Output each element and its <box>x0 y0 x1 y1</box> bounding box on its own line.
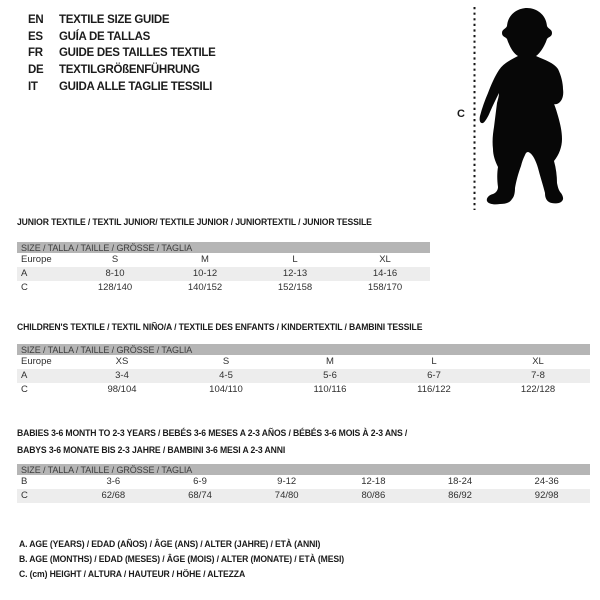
table-cell: L <box>431 356 437 368</box>
table-title <box>17 426 533 459</box>
table-cell: 110/116 <box>313 383 347 395</box>
language-row <box>28 29 216 46</box>
table-size-header: SIZE / TALLA / TAILLE / GRÖSSE / TAGLIA <box>17 464 590 475</box>
table-title-line: BABIES 3-6 MONTH TO 2-3 YEARS / BEBÉS 3-6 MESES A 2-3 AÑOS / BÉBÉS 3-6 MOIS À 2-3 ANS / <box>17 428 408 439</box>
table-cell: 4-5 <box>219 370 233 382</box>
table-title-line: JUNIOR TEXTILE / TEXTIL JUNIOR/ TEXTILE JUNIOR / JUNIORTEXTIL / JUNIOR TESSILE <box>17 217 372 228</box>
table-cell: 14-16 <box>372 268 398 280</box>
table-row <box>17 383 590 397</box>
row-cells <box>70 254 430 265</box>
table-rows <box>17 475 590 503</box>
size-table <box>17 426 590 503</box>
table-cell: 128/140 <box>97 281 133 293</box>
row-cells <box>70 370 590 381</box>
table-cell: M <box>201 254 209 266</box>
table-title-line: BABYS 3-6 MONATE BIS 2-3 JAHRE / BAMBINI 3-6 MESI A 2-3 ANNI <box>17 444 286 456</box>
language-code: EN <box>28 14 44 27</box>
table-cell: 68/74 <box>188 490 212 502</box>
row-label: Europe <box>21 254 52 266</box>
footnote: C. (cm) HEIGHT / ALTURA / HAUTEUR / HÖHE / ALTEZZA <box>19 569 246 581</box>
language-title: GUIDE DES TAILLES TEXTILE <box>59 47 216 60</box>
table-size-header: SIZE / TALLA / TAILLE / GRÖSSE / TAGLIA <box>17 242 430 253</box>
table-cell: 122/128 <box>520 383 556 395</box>
row-cells <box>70 282 430 293</box>
row-cells <box>70 356 590 367</box>
footnote: B. AGE (MONTHS) / EDAD (MESES) / ÂGE (MOIS) / ALTER (MONATE) / ETÀ (MESI) <box>19 554 344 566</box>
table-cell: 12-18 <box>361 476 386 488</box>
size-table <box>17 217 430 294</box>
table-cell: 18-24 <box>447 476 473 488</box>
language-code: ES <box>28 30 43 43</box>
table-row <box>17 489 590 503</box>
language-code: FR <box>28 47 43 60</box>
table-row <box>17 281 430 295</box>
row-cells <box>70 490 590 501</box>
table-cell: 74/80 <box>274 490 299 502</box>
table-cell: L <box>292 254 298 266</box>
table-cell: XL <box>532 356 544 368</box>
table-rows <box>17 253 430 294</box>
table-row <box>17 355 590 369</box>
table-row <box>17 253 430 267</box>
row-cells <box>70 268 430 279</box>
table-cell: 5-6 <box>323 370 337 382</box>
table-cell: 116/122 <box>417 383 451 395</box>
row-label: C <box>21 281 28 293</box>
language-title: GUIDA ALLE TAGLIE TESSILI <box>59 80 213 93</box>
table-cell: 104/110 <box>209 383 243 395</box>
table-row <box>17 369 590 383</box>
table-cell: XL <box>379 254 391 266</box>
language-title: TEXTILGRÖßENFÜHRUNG <box>59 64 200 77</box>
row-cells <box>70 476 590 487</box>
table-cell: 9-12 <box>277 476 297 488</box>
table-cell: 158/170 <box>367 281 403 293</box>
language-row <box>28 62 216 79</box>
table-cell: 98/104 <box>107 383 137 395</box>
language-title: TEXTILE SIZE GUIDE <box>59 14 170 27</box>
language-code: DE <box>28 64 44 77</box>
table-row <box>17 475 590 489</box>
footnote: A. AGE (YEARS) / EDAD (AÑOS) / ÂGE (ANS) / ALTER (JAHRE) / ETÀ (ANNI) <box>19 539 321 550</box>
row-label: B <box>21 476 28 488</box>
row-label: A <box>21 370 28 382</box>
table-rows <box>17 355 590 396</box>
height-measure-figure <box>455 4 600 216</box>
table-row <box>17 267 430 281</box>
language-row <box>28 45 216 62</box>
table-cell: 6-9 <box>193 476 207 488</box>
table-cell: 10-12 <box>192 268 218 280</box>
table-cell: 7-8 <box>531 370 545 382</box>
table-cell: 3-4 <box>115 370 129 382</box>
language-code: IT <box>28 80 38 93</box>
table-size-header: SIZE / TALLA / TAILLE / GRÖSSE / TAGLIA <box>17 344 590 355</box>
table-cell: 12-13 <box>282 268 308 280</box>
table-title <box>17 322 533 334</box>
row-label: C <box>21 490 28 502</box>
table-cell: 62/68 <box>101 490 126 502</box>
toddler-silhouette-icon <box>480 8 564 204</box>
row-label: Europe <box>21 356 52 368</box>
table-cell: 152/158 <box>277 281 313 293</box>
table-title-line: CHILDREN'S TEXTILE / TEXTIL NIÑO/A / TEXTILE DES ENFANTS / KINDERTEXTIL / BAMBINI TESSILE <box>17 322 423 333</box>
table-title <box>17 217 389 229</box>
footnotes <box>19 537 380 583</box>
height-label: C <box>457 108 465 120</box>
language-row <box>28 78 216 95</box>
table-cell: 92/98 <box>534 490 559 502</box>
table-cell: 140/152 <box>187 281 223 293</box>
language-title: GUÍA DE TALLAS <box>59 30 150 43</box>
table-cell: M <box>326 356 334 368</box>
table-cell: 6-7 <box>427 370 441 382</box>
language-header <box>28 12 216 95</box>
table-cell: 8-10 <box>105 268 125 280</box>
row-label: A <box>21 268 28 280</box>
language-row <box>28 12 216 29</box>
size-table <box>17 322 590 396</box>
table-cell: 24-36 <box>534 476 559 488</box>
table-cell: S <box>111 254 119 266</box>
table-cell: XS <box>115 356 129 368</box>
table-cell: 3-6 <box>106 476 121 488</box>
table-cell: S <box>222 356 230 368</box>
table-cell: 86/92 <box>448 490 472 502</box>
row-cells <box>70 384 590 395</box>
table-cell: 80/86 <box>361 490 386 502</box>
row-label: C <box>21 383 28 395</box>
